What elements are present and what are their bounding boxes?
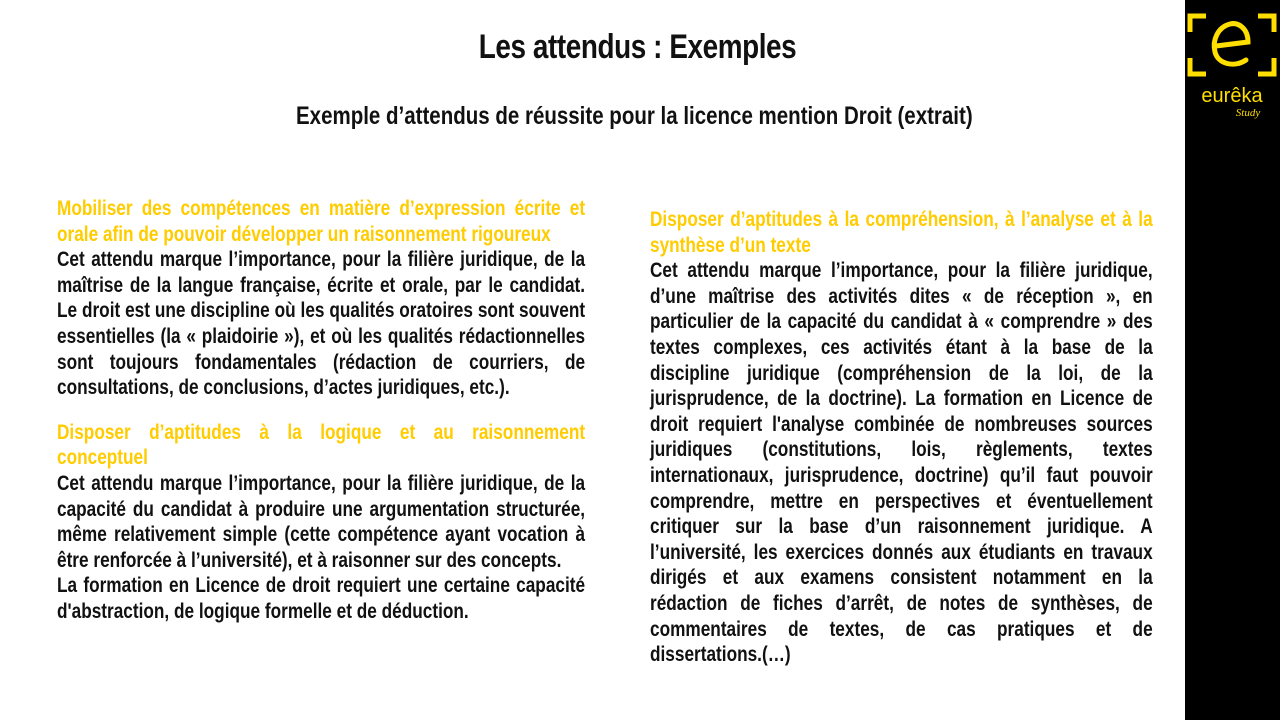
slide-subtitle: Exemple d’attendus de réussite pour la licence mention Droit (extrait) <box>296 102 973 130</box>
bracket-bottom-left-icon <box>1190 58 1206 74</box>
section-heading: Disposer d’aptitudes à la compréhension, à l’analyse et à la synthèse d’un texte <box>650 208 1153 257</box>
bracket-top-left-icon <box>1190 16 1206 32</box>
section-paragraph: Cet attendu marque l’importance, pour la filière juridique, de la capacité du candidat à produire une argumentation structurée, même relativement simple (cette compétence ayant vocation à être renforcée à l’université), et à raisonner sur des concepts. <box>57 471 586 572</box>
left-column <box>57 196 585 625</box>
eureka-study-logo <box>1186 10 1278 122</box>
letter-e-icon <box>1214 24 1248 65</box>
bracket-bottom-right-icon <box>1258 58 1274 74</box>
right-column <box>650 207 1153 668</box>
logo-wordmark: eurêka <box>1201 85 1263 107</box>
slide-title: Les attendus : Exemples <box>478 28 797 66</box>
section-heading: Disposer d’aptitudes à la logique et au raisonnement conceptuel <box>57 420 586 470</box>
section-paragraph: La formation en Licence de droit requiert une certaine capacité d'abstraction, de logique formelle et de déduction. <box>57 574 586 623</box>
bracket-top-right-icon <box>1258 16 1274 32</box>
section-heading: Mobiliser des compétences en matière d’expression écrite et orale afin de pouvoir développer un raisonnement rigoureux <box>57 197 586 246</box>
section-paragraph: Cet attendu marque l’importance, pour la filière juridique, d’une maîtrise des activités dites « de réception », en particulier de la capacité du candidat à « comprendre » des textes complexes, ces activités étant à la base de la discipline juridique (compréhension de la loi, de la jurisprudence, de la doctrine). La formation en Licence de droit requiert l'analyse combinée de nombreuses sources juridiques (constitutions, lois, règlements, textes internationaux, jurisprudence, doctrine) qu’il faut pouvoir comprendre, mettre en perspectives et éventuellement critiquer sur la base d’un raisonnement juridique. A l’université, les exercices donnés aux étudiants en travaux dirigés et aux examens consistent notamment en la rédaction de fiches d’arrêt, de notes de synthèses, de commentaires de textes, de cas pratiques et de dissertations.(…) <box>650 259 1153 667</box>
section-paragraph: Cet attendu marque l’importance, pour la filière juridique, de la maîtrise de la langue française, écrite et orale, par le candidat. Le droit est une discipline où les qualités oratoires sont souvent essentielles (la « plaidoirie »), et où les qualités rédactionnelles sont toujours fondamentales (rédaction de courriers, de consultations, de conclusions, d’actes juridiques, etc.). <box>57 248 586 400</box>
logo-tagline: Study <box>1235 107 1261 119</box>
